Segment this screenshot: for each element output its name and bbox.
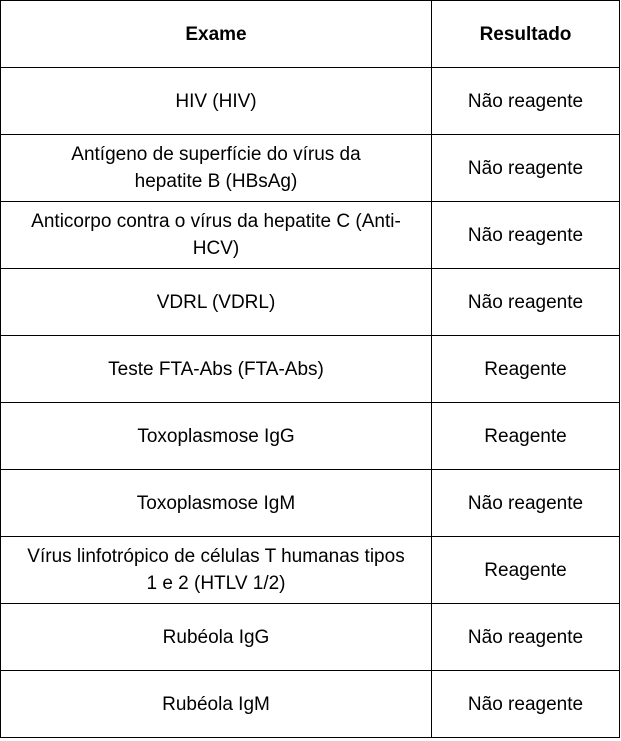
result-cell: Não reagente (432, 671, 620, 738)
exam-cell: Toxoplasmose IgM (1, 470, 432, 537)
table-row (1, 403, 620, 470)
table-row (1, 135, 620, 202)
exam-cell: HIV (HIV) (1, 68, 432, 135)
table-row (1, 202, 620, 269)
result-cell: Não reagente (432, 68, 620, 135)
table-row (1, 269, 620, 336)
exam-cell: Rubéola IgM (1, 671, 432, 738)
exam-cell: Anticorpo contra o vírus da hepatite C (Anti-HCV) (1, 202, 432, 269)
table-row (1, 537, 620, 604)
table-row (1, 336, 620, 403)
result-cell: Não reagente (432, 269, 620, 336)
header-resultado: Resultado (432, 1, 620, 68)
exam-cell: Rubéola IgG (1, 604, 432, 671)
result-cell: Reagente (432, 537, 620, 604)
exam-cell: Vírus linfotrópico de células T humanas tipos 1 e 2 (HTLV 1/2) (1, 537, 432, 604)
result-cell: Não reagente (432, 135, 620, 202)
result-cell: Não reagente (432, 604, 620, 671)
table-row (1, 470, 620, 537)
exam-cell: Teste FTA-Abs (FTA-Abs) (1, 336, 432, 403)
header-exame: Exame (1, 1, 432, 68)
result-cell: Não reagente (432, 202, 620, 269)
exam-cell: VDRL (VDRL) (1, 269, 432, 336)
result-cell: Reagente (432, 403, 620, 470)
table-header-row (1, 1, 620, 68)
exam-cell: Toxoplasmose IgG (1, 403, 432, 470)
result-cell: Não reagente (432, 470, 620, 537)
exam-cell: Antígeno de superfície do vírus da hepatite B (HBsAg) (1, 135, 432, 202)
result-cell: Reagente (432, 336, 620, 403)
table-row (1, 604, 620, 671)
table-row (1, 671, 620, 738)
table-row (1, 68, 620, 135)
